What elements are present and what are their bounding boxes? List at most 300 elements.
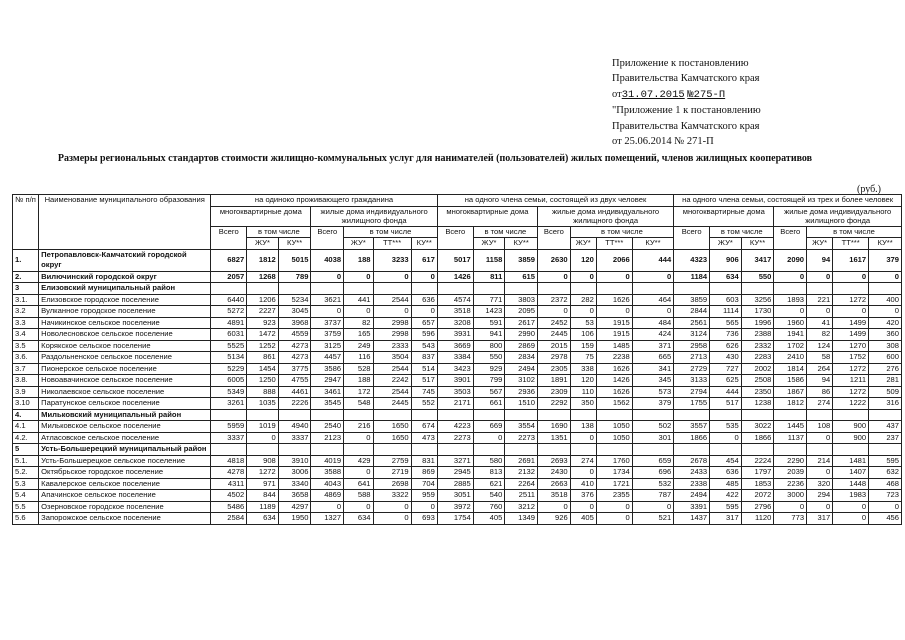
- value-cell: 172: [344, 386, 373, 398]
- value-cell: 1481: [833, 455, 869, 467]
- value-cell: 3859: [674, 294, 710, 306]
- value-cell: [741, 409, 774, 421]
- col-header-ku: КУ**: [411, 238, 437, 250]
- value-cell: [807, 283, 833, 295]
- value-cell: 2544: [373, 294, 411, 306]
- value-cell: 3208: [437, 317, 473, 329]
- value-cell: 2242: [373, 375, 411, 387]
- value-cell: [774, 409, 807, 421]
- value-cell: [278, 444, 311, 456]
- value-cell: 441: [344, 294, 373, 306]
- value-cell: 308: [869, 340, 902, 352]
- value-cell: 1626: [596, 294, 632, 306]
- value-cell: 0: [411, 271, 437, 283]
- value-cell: 1272: [833, 363, 869, 375]
- standards-table: [12, 194, 902, 525]
- value-cell: 636: [411, 294, 437, 306]
- value-cell: 971: [247, 478, 279, 490]
- value-cell: 3271: [437, 455, 473, 467]
- value-cell: 2388: [741, 329, 774, 341]
- value-cell: 338: [570, 363, 596, 375]
- table-row: [13, 455, 902, 467]
- header-date-prefix: от: [612, 88, 622, 100]
- value-cell: [344, 444, 373, 456]
- value-cell: 2095: [505, 306, 538, 318]
- col-header-zhu: ЖУ*: [247, 238, 279, 250]
- value-cell: 1702: [774, 340, 807, 352]
- value-cell: 3518: [538, 490, 571, 502]
- value-cell: [505, 409, 538, 421]
- value-cell: [632, 283, 673, 295]
- value-cell: 2227: [247, 306, 279, 318]
- value-cell: 3006: [278, 467, 311, 479]
- value-cell: 2511: [505, 490, 538, 502]
- value-cell: 2264: [505, 478, 538, 490]
- value-cell: 4502: [211, 490, 247, 502]
- value-cell: 532: [632, 478, 673, 490]
- value-cell: 2238: [596, 352, 632, 364]
- value-cell: 379: [632, 398, 673, 410]
- value-cell: 4869: [311, 490, 344, 502]
- value-cell: 317: [807, 513, 833, 525]
- row-number: 3.4: [13, 329, 39, 341]
- value-cell: 4574: [437, 294, 473, 306]
- value-cell: 1617: [833, 249, 869, 271]
- value-cell: 1866: [741, 432, 774, 444]
- value-cell: 1499: [833, 329, 869, 341]
- value-cell: 120: [570, 375, 596, 387]
- value-cell: 723: [869, 490, 902, 502]
- value-cell: 3910: [278, 455, 311, 467]
- value-cell: [869, 409, 902, 421]
- col-header-total: Всего: [437, 226, 473, 249]
- value-cell: [538, 444, 571, 456]
- value-cell: 2617: [505, 317, 538, 329]
- value-cell: 4461: [278, 386, 311, 398]
- value-cell: [211, 283, 247, 295]
- col-header-tt: ТТ***: [596, 238, 632, 250]
- value-cell: 869: [411, 467, 437, 479]
- value-cell: 696: [632, 467, 673, 479]
- value-cell: 0: [807, 306, 833, 318]
- value-cell: 301: [632, 432, 673, 444]
- value-cell: 727: [710, 363, 742, 375]
- col-header-incl: в том числе: [473, 226, 537, 238]
- value-cell: 2998: [373, 329, 411, 341]
- value-cell: 0: [538, 501, 571, 513]
- value-cell: 1222: [833, 398, 869, 410]
- value-cell: 473: [411, 432, 437, 444]
- value-cell: 771: [473, 294, 505, 306]
- value-cell: 2290: [774, 455, 807, 467]
- value-cell: [833, 409, 869, 421]
- table-row: [13, 329, 902, 341]
- value-cell: 3337: [211, 432, 247, 444]
- value-cell: 0: [869, 501, 902, 513]
- value-cell: 2998: [373, 317, 411, 329]
- value-cell: 2292: [538, 398, 571, 410]
- table-row: [13, 306, 902, 318]
- value-cell: 548: [344, 398, 373, 410]
- value-cell: 543: [411, 340, 437, 352]
- value-cell: 214: [807, 455, 833, 467]
- value-cell: 811: [473, 271, 505, 283]
- value-cell: 5525: [211, 340, 247, 352]
- value-cell: 0: [311, 501, 344, 513]
- value-cell: 0: [596, 513, 632, 525]
- document-title: Размеры региональных стандартов стоимости жилищно-коммунальных услуг для нанимателей (пользователей) жилых помещений, членов жилищных кооперативов: [57, 153, 813, 164]
- value-cell: [247, 444, 279, 456]
- value-cell: 1268: [247, 271, 279, 283]
- value-cell: 4038: [311, 249, 344, 271]
- value-cell: 704: [411, 478, 437, 490]
- value-cell: 86: [807, 386, 833, 398]
- value-cell: 1184: [674, 271, 710, 283]
- value-cell: [774, 444, 807, 456]
- value-cell: 376: [570, 490, 596, 502]
- value-cell: 1454: [247, 363, 279, 375]
- col-header-mkd: многоквартирные дома: [211, 206, 311, 226]
- value-cell: 1114: [710, 306, 742, 318]
- value-cell: 0: [774, 501, 807, 513]
- value-cell: 6440: [211, 294, 247, 306]
- table-row: [13, 432, 902, 444]
- value-cell: 3256: [741, 294, 774, 306]
- value-cell: [373, 409, 411, 421]
- value-cell: 641: [344, 478, 373, 490]
- value-cell: 429: [344, 455, 373, 467]
- value-cell: 0: [869, 306, 902, 318]
- value-cell: 4323: [674, 249, 710, 271]
- value-cell: 1137: [774, 432, 807, 444]
- value-cell: 3586: [311, 363, 344, 375]
- value-cell: 517: [710, 398, 742, 410]
- row-number: 3.5: [13, 340, 39, 352]
- value-cell: 0: [833, 501, 869, 513]
- value-cell: 1050: [596, 432, 632, 444]
- value-cell: 282: [570, 294, 596, 306]
- value-cell: 3518: [437, 306, 473, 318]
- value-cell: [833, 283, 869, 295]
- value-cell: 0: [869, 271, 902, 283]
- value-cell: 4755: [278, 375, 311, 387]
- col-header-total: Всего: [774, 226, 807, 249]
- value-cell: 2663: [538, 478, 571, 490]
- value-cell: 2693: [538, 455, 571, 467]
- table-row: [13, 340, 902, 352]
- value-cell: 1272: [833, 386, 869, 398]
- header-line-4: "Приложение 1 к постановлению: [612, 105, 761, 117]
- value-cell: 1814: [774, 363, 807, 375]
- value-cell: 2445: [373, 398, 411, 410]
- value-cell: 2338: [674, 478, 710, 490]
- value-cell: 41: [807, 317, 833, 329]
- value-cell: 1853: [741, 478, 774, 490]
- value-cell: 1158: [473, 249, 505, 271]
- value-cell: 0: [373, 513, 411, 525]
- value-cell: 4223: [437, 421, 473, 433]
- value-cell: 1891: [538, 375, 571, 387]
- value-cell: [807, 444, 833, 456]
- value-cell: 3212: [505, 501, 538, 513]
- value-cell: 2015: [538, 340, 571, 352]
- value-cell: 6827: [211, 249, 247, 271]
- value-cell: 1252: [247, 340, 279, 352]
- value-cell: 422: [710, 490, 742, 502]
- table-row: [13, 421, 902, 433]
- value-cell: 789: [278, 271, 311, 283]
- value-cell: [869, 283, 902, 295]
- value-cell: 274: [570, 455, 596, 467]
- value-cell: 4273: [278, 340, 311, 352]
- value-cell: 464: [632, 294, 673, 306]
- value-cell: [473, 444, 505, 456]
- value-cell: 3621: [311, 294, 344, 306]
- value-cell: 573: [632, 386, 673, 398]
- municipality-name: Начикинское сельское поселение: [39, 317, 211, 329]
- value-cell: 2759: [373, 455, 411, 467]
- municipality-name: Николаевское сельское поселение: [39, 386, 211, 398]
- value-cell: 0: [774, 306, 807, 318]
- value-cell: 0: [411, 501, 437, 513]
- value-cell: 3737: [311, 317, 344, 329]
- row-number: 3.2: [13, 306, 39, 318]
- row-number: 4.: [13, 409, 39, 421]
- value-cell: 0: [807, 432, 833, 444]
- municipality-name: Мильковский муниципальный район: [39, 409, 211, 421]
- value-cell: [211, 409, 247, 421]
- value-cell: 813: [473, 467, 505, 479]
- value-cell: 760: [473, 501, 505, 513]
- value-cell: 1272: [247, 467, 279, 479]
- value-cell: 2273: [505, 432, 538, 444]
- value-cell: 3775: [278, 363, 311, 375]
- value-cell: 116: [344, 352, 373, 364]
- value-cell: 0: [538, 271, 571, 283]
- row-number: 1.: [13, 249, 39, 271]
- value-cell: 1407: [833, 467, 869, 479]
- value-cell: 110: [570, 386, 596, 398]
- value-cell: 844: [247, 490, 279, 502]
- col-header-no: № п/п: [13, 195, 39, 250]
- value-cell: 693: [411, 513, 437, 525]
- value-cell: 2544: [373, 363, 411, 375]
- value-cell: 2410: [774, 352, 807, 364]
- value-cell: 1721: [596, 478, 632, 490]
- value-cell: 3340: [278, 478, 311, 490]
- value-cell: [596, 283, 632, 295]
- value-cell: 0: [344, 432, 373, 444]
- value-cell: 552: [411, 398, 437, 410]
- value-cell: 2729: [674, 363, 710, 375]
- col-header-group-single: на одиноко проживающего гражданина: [211, 195, 438, 207]
- value-cell: 0: [344, 306, 373, 318]
- value-cell: 249: [344, 340, 373, 352]
- value-cell: 5017: [437, 249, 473, 271]
- col-header-ku: КУ**: [505, 238, 538, 250]
- row-number: 3.3: [13, 317, 39, 329]
- col-header-tt: ТТ***: [373, 238, 411, 250]
- value-cell: 2936: [505, 386, 538, 398]
- value-cell: 1812: [774, 398, 807, 410]
- value-cell: 2885: [437, 478, 473, 490]
- value-cell: 0: [710, 432, 742, 444]
- row-number: 5.4: [13, 490, 39, 502]
- value-cell: 2132: [505, 467, 538, 479]
- value-cell: 400: [869, 294, 902, 306]
- value-cell: 3233: [373, 249, 411, 271]
- value-cell: [774, 283, 807, 295]
- value-cell: 316: [869, 398, 902, 410]
- value-cell: 341: [632, 363, 673, 375]
- municipality-name: Новолесновское сельское поселение: [39, 329, 211, 341]
- value-cell: [505, 444, 538, 456]
- col-header-zhu: ЖУ*: [473, 238, 505, 250]
- value-cell: 3102: [505, 375, 538, 387]
- value-cell: [344, 283, 373, 295]
- value-cell: [373, 444, 411, 456]
- value-cell: 159: [570, 340, 596, 352]
- value-cell: 514: [411, 363, 437, 375]
- value-cell: 484: [632, 317, 673, 329]
- value-cell: 1960: [774, 317, 807, 329]
- col-header-incl: в том числе: [807, 226, 902, 238]
- table-row: [13, 283, 902, 295]
- value-cell: 3423: [437, 363, 473, 375]
- header-line-2: Правительства Камчатского края: [612, 73, 760, 85]
- value-cell: 0: [596, 501, 632, 513]
- value-cell: 625: [710, 375, 742, 387]
- col-header-incl: в том числе: [570, 226, 674, 238]
- value-cell: [674, 409, 710, 421]
- row-number: 3.7: [13, 363, 39, 375]
- value-cell: 2350: [741, 386, 774, 398]
- col-header-ind: жилые дома индивидуального жилищного фонда: [311, 206, 437, 226]
- value-cell: 0: [247, 432, 279, 444]
- value-cell: [247, 283, 279, 295]
- value-cell: 4043: [311, 478, 344, 490]
- municipality-name: Корякское сельское поселение: [39, 340, 211, 352]
- appendix-header: [612, 56, 902, 149]
- value-cell: 617: [411, 249, 437, 271]
- value-cell: 216: [344, 421, 373, 433]
- value-cell: 0: [411, 306, 437, 318]
- value-cell: 1626: [596, 363, 632, 375]
- value-cell: 2452: [538, 317, 571, 329]
- col-header-ku: КУ**: [741, 238, 774, 250]
- value-cell: 1983: [833, 490, 869, 502]
- table-row: [13, 294, 902, 306]
- value-cell: [473, 409, 505, 421]
- col-header-mkd: многоквартирные дома: [437, 206, 537, 226]
- table-row: [13, 513, 902, 525]
- value-cell: 5234: [278, 294, 311, 306]
- value-cell: 350: [570, 398, 596, 410]
- value-cell: [311, 283, 344, 295]
- table-row: [13, 501, 902, 513]
- value-cell: 2796: [741, 501, 774, 513]
- municipality-name: Вилючинский городской округ: [39, 271, 211, 283]
- value-cell: 165: [344, 329, 373, 341]
- value-cell: 0: [632, 501, 673, 513]
- table-row: [13, 352, 902, 364]
- value-cell: [278, 283, 311, 295]
- value-cell: [211, 444, 247, 456]
- value-cell: 2947: [311, 375, 344, 387]
- value-cell: 0: [807, 501, 833, 513]
- value-cell: 1941: [774, 329, 807, 341]
- value-cell: 2236: [774, 478, 807, 490]
- value-cell: 0: [373, 306, 411, 318]
- municipality-name: Паратунское сельское поселение: [39, 398, 211, 410]
- value-cell: 1893: [774, 294, 807, 306]
- value-cell: 2544: [373, 386, 411, 398]
- value-cell: 3461: [311, 386, 344, 398]
- value-cell: 1915: [596, 329, 632, 341]
- value-cell: 3859: [505, 249, 538, 271]
- value-cell: 2002: [741, 363, 774, 375]
- value-cell: 3417: [741, 249, 774, 271]
- header-line-5: Правительства Камчатского края: [612, 120, 760, 132]
- value-cell: 3931: [437, 329, 473, 341]
- value-cell: 1996: [741, 317, 774, 329]
- value-cell: 0: [570, 467, 596, 479]
- value-cell: 3125: [311, 340, 344, 352]
- value-cell: [538, 283, 571, 295]
- value-cell: 1445: [774, 421, 807, 433]
- value-cell: [833, 444, 869, 456]
- value-cell: [710, 283, 742, 295]
- value-cell: 1426: [437, 271, 473, 283]
- municipality-name: Октябрьское городское поселение: [39, 467, 211, 479]
- value-cell: 1650: [373, 421, 411, 433]
- value-cell: 1690: [538, 421, 571, 433]
- value-cell: 926: [538, 513, 571, 525]
- value-cell: 3968: [278, 317, 311, 329]
- value-cell: 3554: [505, 421, 538, 433]
- value-cell: 58: [807, 352, 833, 364]
- col-header-tt: ТТ***: [833, 238, 869, 250]
- value-cell: 2273: [437, 432, 473, 444]
- value-cell: 674: [411, 421, 437, 433]
- value-cell: 2869: [505, 340, 538, 352]
- col-header-zhu: ЖУ*: [807, 238, 833, 250]
- value-cell: 1626: [596, 386, 632, 398]
- value-cell: [632, 444, 673, 456]
- value-cell: 595: [869, 455, 902, 467]
- header-line-1: Приложение к постановлению: [612, 58, 749, 69]
- value-cell: 4019: [311, 455, 344, 467]
- row-number: 3.8.: [13, 375, 39, 387]
- value-cell: 615: [505, 271, 538, 283]
- value-cell: 2844: [674, 306, 710, 318]
- value-cell: 188: [344, 375, 373, 387]
- value-cell: [570, 409, 596, 421]
- value-cell: 3391: [674, 501, 710, 513]
- table-row: [13, 467, 902, 479]
- value-cell: 1650: [373, 432, 411, 444]
- value-cell: 3124: [674, 329, 710, 341]
- value-cell: 1050: [596, 421, 632, 433]
- value-cell: 736: [710, 329, 742, 341]
- value-cell: 3545: [311, 398, 344, 410]
- municipality-name: Атласовское сельское поселение: [39, 432, 211, 444]
- value-cell: 634: [710, 271, 742, 283]
- value-cell: 521: [632, 513, 673, 525]
- value-cell: [373, 283, 411, 295]
- value-cell: 0: [833, 271, 869, 283]
- value-cell: 0: [311, 306, 344, 318]
